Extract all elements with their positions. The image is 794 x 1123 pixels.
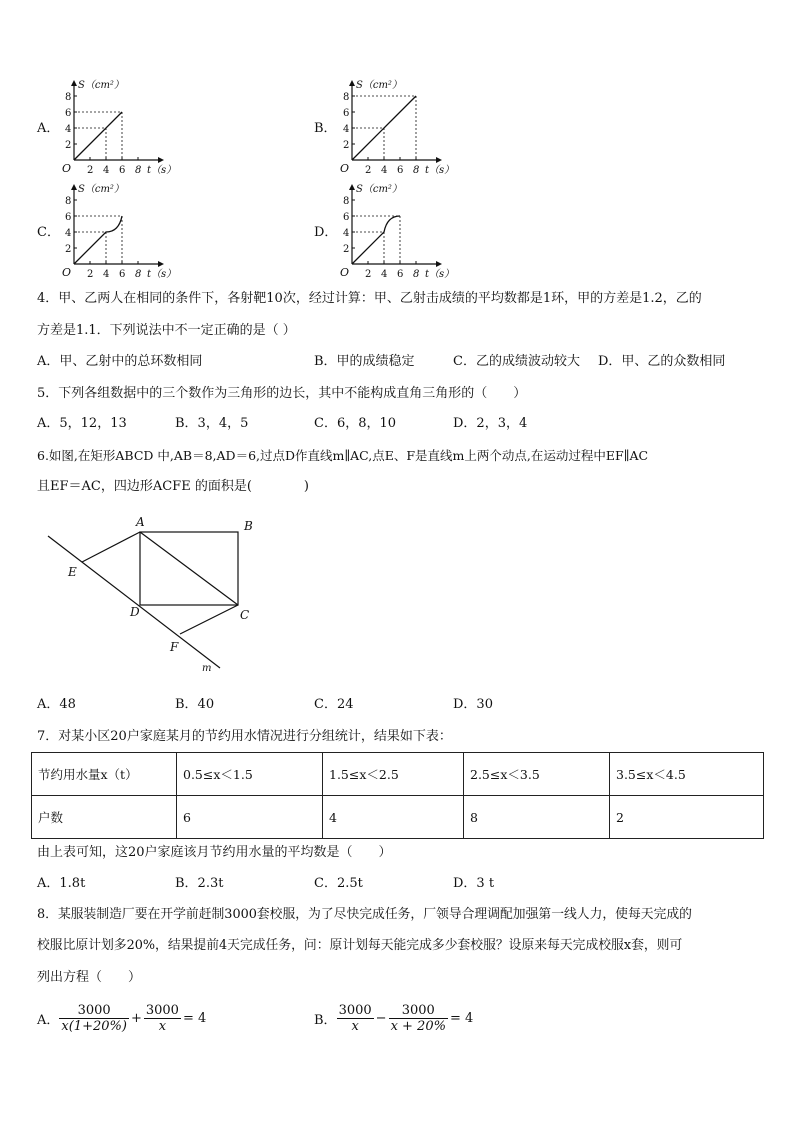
x-tick-label: 8 bbox=[413, 165, 420, 176]
x-axis-title: t（s） bbox=[425, 165, 455, 176]
table-cell: 0.5≤x＜1.5 bbox=[177, 753, 323, 796]
y-tick-label: 4 bbox=[65, 124, 72, 135]
fraction bbox=[337, 1003, 374, 1034]
x-tick-label: 6 bbox=[397, 269, 404, 280]
operator: − bbox=[375, 1011, 387, 1026]
q6-stem-line1: 6.如图,在矩形ABCD 中,AB＝8,AD＝6,过点D作直线m∥AC,点E、F是直线m上两个动点,在运动过程中EF∥AC bbox=[37, 448, 649, 463]
y-tick-label: 8 bbox=[65, 196, 72, 207]
y-axis-title: S（cm²） bbox=[78, 184, 124, 195]
segment-cf bbox=[180, 605, 238, 634]
q5-stem: 5．下列各组数据中的三个数作为三角形的边长，其中不能构成直角三角形的（ ） bbox=[37, 386, 527, 401]
denominator: x bbox=[158, 1019, 167, 1034]
numerator: 3000 bbox=[389, 1003, 448, 1019]
graph-option-d-label: D． bbox=[314, 225, 338, 240]
segment-ae bbox=[82, 532, 140, 562]
graph-option-a-label: A． bbox=[37, 121, 60, 136]
q6-option-b[interactable]: B．40 bbox=[175, 697, 215, 712]
q7-option-b[interactable]: B．2.3t bbox=[175, 876, 224, 891]
q5-option-b[interactable]: B．3，4，5 bbox=[175, 416, 249, 431]
y-tick-label: 4 bbox=[65, 228, 72, 239]
x-axis-title: t（s） bbox=[147, 165, 177, 176]
x-tick-label: 6 bbox=[397, 165, 404, 176]
q4-stem-line2: 方差是1.1．下列说法中不一定正确的是（ ） bbox=[37, 323, 296, 338]
x-tick-label: 6 bbox=[119, 269, 126, 280]
y-tick-label: 4 bbox=[343, 124, 350, 135]
x-tick-label: 2 bbox=[365, 269, 372, 280]
graph-a bbox=[58, 76, 208, 180]
x-tick-label: 8 bbox=[135, 269, 142, 280]
q4-stem-line1: 4．甲、乙两人在相同的条件下，各射靶10次，经过计算：甲、乙射击成绩的平均数都是1环，甲的方差是1.2，乙的 bbox=[37, 291, 702, 306]
y-tick-label: 6 bbox=[65, 108, 72, 119]
x-axis-arrow bbox=[158, 157, 164, 163]
y-tick-label: 2 bbox=[343, 244, 350, 255]
x-tick-label: 4 bbox=[381, 269, 388, 280]
line-m-label: m bbox=[202, 663, 212, 674]
x-tick-label: 2 bbox=[87, 165, 94, 176]
q8-option-b[interactable] bbox=[314, 1003, 475, 1034]
diagonal-ac bbox=[140, 532, 238, 605]
q4-option-b[interactable]: B．甲的成绩稳定 bbox=[314, 354, 415, 369]
point-c-label: C bbox=[240, 608, 250, 622]
y-tick-label: 8 bbox=[65, 92, 72, 103]
y-axis-title: S（cm²） bbox=[356, 184, 402, 195]
graph-curve bbox=[352, 216, 400, 264]
table-cell: 8 bbox=[464, 796, 610, 839]
q5-option-a[interactable]: A．5，12，13 bbox=[37, 416, 127, 431]
table-cell: 2.5≤x＜3.5 bbox=[464, 753, 610, 796]
point-e-label: E bbox=[68, 565, 77, 579]
y-tick-label: 8 bbox=[343, 92, 350, 103]
x-tick-label: 2 bbox=[365, 165, 372, 176]
graph-curve bbox=[74, 216, 122, 264]
q6-figure bbox=[30, 508, 270, 683]
q8-option-a[interactable] bbox=[37, 1003, 208, 1034]
denominator: x(1+20%) bbox=[61, 1019, 127, 1034]
x-tick-label: 8 bbox=[413, 269, 420, 280]
fraction bbox=[59, 1003, 129, 1034]
y-tick-label: 6 bbox=[343, 212, 350, 223]
table-row bbox=[32, 796, 764, 839]
q6-option-d[interactable]: D．30 bbox=[453, 697, 493, 712]
q4-option-d[interactable]: D．甲、乙的众数相同 bbox=[598, 354, 726, 369]
q6-stem-line2: 且EF＝AC，四边形ACFE 的面积是( ) bbox=[37, 479, 309, 494]
q8-option-b-label: B． bbox=[314, 1013, 337, 1028]
y-axis-arrow bbox=[349, 80, 355, 86]
q8-stem-line2: 校服比原计划多20%，结果提前4天完成任务，问：原计划每天能完成多少套校服？设原来每天完成校服x套，则可 bbox=[37, 938, 683, 953]
q8-stem-line3: 列出方程（ ） bbox=[37, 970, 142, 985]
y-axis-arrow bbox=[349, 184, 355, 190]
q4-option-c[interactable]: C．乙的成绩波动较大 bbox=[453, 354, 580, 369]
equation-rhs: = 4 bbox=[182, 1011, 207, 1026]
x-axis-arrow bbox=[436, 261, 442, 267]
x-tick-label: 4 bbox=[103, 269, 110, 280]
y-axis-arrow bbox=[71, 184, 77, 190]
graph-option-b-label: B． bbox=[314, 121, 337, 136]
y-axis-arrow bbox=[71, 80, 77, 86]
q5-option-c[interactable]: C．6，8，10 bbox=[314, 416, 397, 431]
y-axis-title: S（cm²） bbox=[356, 80, 402, 91]
numerator: 3000 bbox=[59, 1003, 129, 1019]
graph-c bbox=[58, 180, 208, 284]
q7-after-text: 由上表可知，这20户家庭该月节约用水量的平均数是（ ） bbox=[37, 845, 392, 860]
q7-option-d[interactable]: D．3 t bbox=[453, 876, 495, 891]
table-cell: 3.5≤x＜4.5 bbox=[610, 753, 764, 796]
x-tick-label: 8 bbox=[135, 165, 142, 176]
numerator: 3000 bbox=[145, 1003, 179, 1018]
operator: + bbox=[130, 1011, 142, 1026]
x-tick-label: 2 bbox=[87, 269, 94, 280]
y-tick-label: 4 bbox=[343, 228, 350, 239]
point-f-label: F bbox=[170, 640, 179, 654]
point-d-label: D bbox=[130, 605, 140, 619]
table-header-cell: 户数 bbox=[32, 796, 177, 839]
table-cell: 6 bbox=[177, 796, 323, 839]
x-axis-arrow bbox=[158, 261, 164, 267]
y-tick-label: 6 bbox=[65, 212, 72, 223]
table-row bbox=[32, 753, 764, 796]
q7-option-a[interactable]: A．1.8t bbox=[37, 876, 86, 891]
y-tick-label: 2 bbox=[65, 244, 72, 255]
q6-option-c[interactable]: C．24 bbox=[314, 697, 354, 712]
graph-option-c-label: C． bbox=[37, 225, 60, 240]
fraction bbox=[389, 1003, 448, 1034]
x-axis-title: t（s） bbox=[147, 269, 177, 280]
denominator: x bbox=[351, 1019, 359, 1034]
table-cell: 1.5≤x＜2.5 bbox=[323, 753, 464, 796]
x-axis-arrow bbox=[436, 157, 442, 163]
table-cell: 2 bbox=[610, 796, 764, 839]
q7-stem: 7．对某小区20户家庭某月的节约用水情况进行分组统计，结果如下表： bbox=[37, 729, 452, 744]
origin-label: O bbox=[62, 162, 72, 175]
numerator: 3000 bbox=[338, 1003, 372, 1018]
origin-label: O bbox=[340, 162, 350, 175]
fraction bbox=[144, 1003, 181, 1034]
water-saving-table bbox=[31, 752, 764, 839]
x-axis-title: t（s） bbox=[425, 269, 455, 280]
x-tick-label: 4 bbox=[381, 165, 388, 176]
denominator: x + 20% bbox=[390, 1019, 446, 1034]
q4-option-a[interactable]: A．甲、乙射中的总环数相同 bbox=[37, 354, 203, 369]
y-tick-label: 6 bbox=[343, 108, 350, 119]
point-a-label: A bbox=[136, 515, 145, 529]
line-m bbox=[48, 536, 220, 668]
origin-label: O bbox=[62, 266, 72, 279]
graph-d bbox=[336, 180, 486, 284]
table-cell: 4 bbox=[323, 796, 464, 839]
graph-b bbox=[336, 76, 486, 180]
x-tick-label: 6 bbox=[119, 165, 126, 176]
graph-curve bbox=[74, 112, 122, 160]
q7-option-c[interactable]: C．2.5t bbox=[314, 876, 363, 891]
y-tick-label: 2 bbox=[343, 140, 350, 151]
q8-option-a-label: A． bbox=[37, 1013, 60, 1028]
x-tick-label: 4 bbox=[103, 165, 110, 176]
equation-rhs: = 4 bbox=[449, 1011, 474, 1026]
y-axis-title: S（cm²） bbox=[78, 80, 124, 91]
q5-option-d[interactable]: D．2，3，4 bbox=[453, 416, 528, 431]
y-tick-label: 2 bbox=[65, 140, 72, 151]
q8-stem-line1: 8．某服装制造厂要在开学前赶制3000套校服，为了尽快完成任务，厂领导合理调配加强第一线人力，使每天完成的 bbox=[37, 907, 692, 922]
origin-label: O bbox=[340, 266, 350, 279]
y-tick-label: 8 bbox=[343, 196, 350, 207]
q6-option-a[interactable]: A．48 bbox=[37, 697, 76, 712]
table-header-cell: 节约用水量x（t） bbox=[32, 753, 177, 796]
point-b-label: B bbox=[244, 519, 253, 533]
